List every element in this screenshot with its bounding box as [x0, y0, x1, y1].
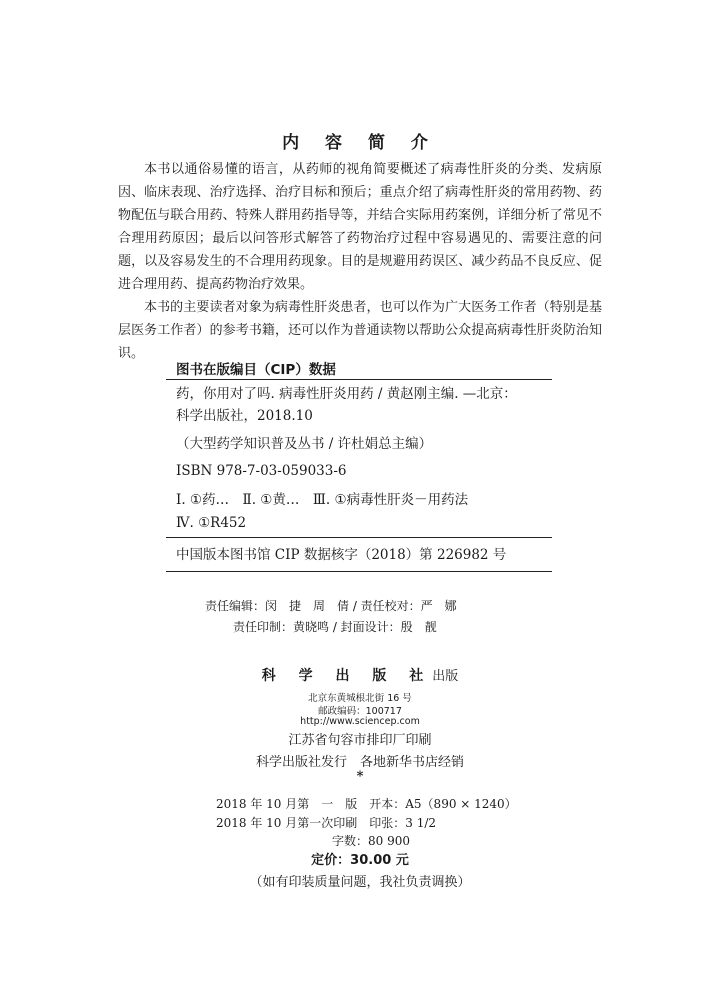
publisher-address: 北京东黄城根北街 16 号 — [308, 693, 412, 704]
publisher-line — [0, 665, 720, 685]
printing-info: 2018 年 10 月第一次印刷 印张：3 1/2 — [216, 816, 437, 830]
distribution: 科学出版社发行 各地新华书店经销 — [255, 755, 464, 770]
summary-paragraph: 本书的主要读者对象为病毒性肝炎患者，也可以作为广大医务工作者（特别是基层医务工作者）的参考书籍，还可以作为普通读物以帮助公众提高病毒性肝炎防治知识。 — [118, 300, 602, 361]
cip-title-line-2: 科学出版社，2018.10 — [176, 408, 313, 424]
word-count: 字数：80 900 — [332, 834, 410, 848]
cip-middle-rule — [166, 537, 552, 538]
summary-body — [118, 158, 602, 365]
editors-line: 责任编辑：闵 捷 周 倩 / 责任校对：严 娜 — [205, 599, 457, 613]
cip-heading: 图书在版编目（CIP）数据 — [176, 362, 336, 378]
cip-series: （大型药学知识普及丛书 / 许杜娟总主编） — [176, 436, 433, 452]
cip-title-line-1: 药，你用对了吗. 病毒性肝炎用药 / 黄赵刚主编. —北京： — [176, 386, 517, 402]
publisher-name: 科 学 出 版 社 — [261, 668, 433, 684]
publisher-postcode: 邮政编码：100717 — [318, 706, 402, 717]
cip-classification-1: Ⅰ. ①药… Ⅱ. ①黄… Ⅲ. ①病毒性肝炎－用药法 — [176, 492, 469, 508]
summary-title: 内 容 简 介 — [282, 133, 438, 153]
cip-record-number: 中国版本图书馆 CIP 数据核字（2018）第 226982 号 — [176, 547, 507, 563]
printer: 江苏省句容市排印厂印刷 — [288, 733, 432, 748]
cip-isbn: ISBN 978-7-03-059033-6 — [176, 463, 347, 479]
star-separator: * — [356, 769, 364, 784]
cip-top-rule — [166, 379, 552, 380]
cip-bottom-rule — [166, 571, 552, 572]
publisher-url: http://www.sciencep.com — [300, 716, 420, 727]
production-line: 责任印制：黄晓鸣 / 封面设计：殷 靓 — [233, 620, 437, 634]
edition-info: 2018 年 10 月第 一 版 开本：A5（890 × 1240） — [216, 797, 517, 811]
publisher-suffix: 出版 — [432, 669, 459, 684]
price: 定价：30.00 元 — [311, 853, 409, 868]
cip-classification-2: Ⅳ. ①R452 — [176, 515, 247, 531]
summary-paragraph: 本书以通俗易懂的语言，从药师的视角简要概述了病毒性肝炎的分类、发病原因、临床表现、治疗选择、治疗目标和预后；重点介绍了病毒性肝炎的常用药物、药物配伍与联合用药、特殊人群用药指导等，并结合实际用药案例，详细分析了常见不合理用药原因；最后以问答形式解答了药物治疗过程中容易遇见的、需要注意的问题，以及容易发生的不合理用药现象。目的是规避用药误区、减少药品不良反应、促进合理用药、提高药物治疗效果。 — [118, 162, 602, 292]
quality-notice: （如有印装质量问题，我社负责调换） — [249, 875, 471, 890]
